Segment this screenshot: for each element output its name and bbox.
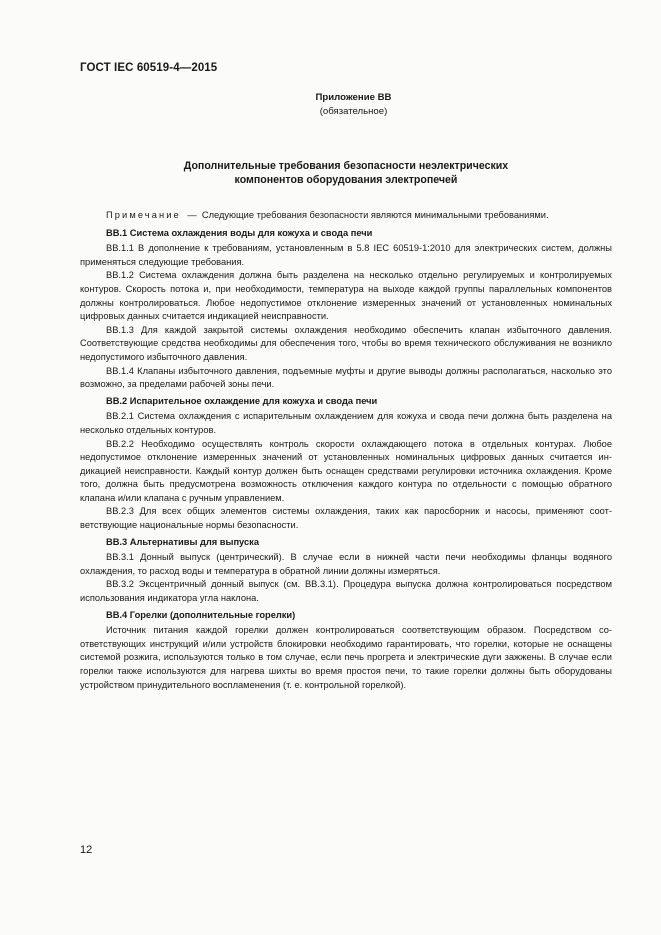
- paragraph-bb2-3: ВВ.2.3 Для всех общих элементов системы охлаждения, таких как паросборник и насосы, применяют соответствующие национальные нормы безопасности.: [80, 506, 612, 531]
- section-heading-bb3: ВВ.3 Альтернативы для выпуска: [106, 536, 259, 547]
- page-number: 12: [80, 844, 93, 856]
- note-text: Следующие требования безопасности являются минимальными требованиями.: [201, 210, 549, 220]
- note-dash: —: [187, 210, 197, 220]
- paragraph-bb1-4: ВВ.1.4 Клапаны избыточного давления, подъемные муфты и другие выводы должны располагаться, насколько это возможно, за пределами рабочей зоны печи.: [80, 365, 612, 390]
- annex-title: Приложение ВВ: [315, 92, 392, 103]
- paragraph-bb3-1: ВВ.3.1 Донный выпуск (центрический). В случае если в нижней части печи необходимы фланцы водяного охлаждения, то расход воды и температура в обратной линии должны измеряться.: [80, 552, 612, 576]
- title-line-1: Дополнительные требования безопасности неэлектрических: [183, 160, 509, 172]
- paragraph-bb3-2: ВВ.3.2 Эксцентричный донный выпуск (см. ВВ.3.1). Процедура выпуска должна контролироваться посредством использования индикатора угла наклона.: [80, 579, 612, 604]
- paragraph-bb2-1: ВВ.2.1 Система охлаждения с испарительным охлаждением для кожуха и свода печи должна быть разделена на несколько отдельных контуров.: [80, 411, 612, 435]
- section-heading-bb2: ВВ.2 Испарительное охлаждение для кожуха и свода печи: [106, 395, 378, 406]
- annex-main-title: [80, 160, 612, 187]
- section-heading-bb1: ВВ.1 Система охлаждения воды для кожуха и свода печи: [106, 227, 373, 238]
- paragraph-bb4-1: Источник питания каждой горелки должен контролироваться соответствующим образом. Посредством соответствующих инструкций и/или устройств блокировки необходимо гарантировать, что горелки, которые не оснащены системой розжига, используются только в том случае, если печь прогрета и электрические дуги зажжены. В случае если горелки также используются для нагрева шихты во время простоя печи, то такие горелки должны быть оборудованы устройством принудительного воспламенения (т. е. контрольной горелкой).: [80, 625, 612, 690]
- paragraph-bb2-2: ВВ.2.2 Необходимо осуществлять контроль скорости охлаждающего потока в отдельных контурах. Любое недопустимое отклонение измеренных значений от установленных номинальных цифровых данных считается индикацией неисправности. Каждый контур должен быть оснащен средствами регулировки источника охлаждения. Кроме того, должна быть предусмотрена возможность отключения каждого контура по отдельности с помощью обратного клапана и/или клапана с ручным управлением.: [80, 438, 612, 503]
- paragraph-bb1-1: ВВ.1.1 В дополнение к требованиям, установленным в 5.8 IEC 60519-1:2010 для электрических систем, должны применяться следующие требования.: [80, 243, 612, 267]
- document-body: [80, 209, 612, 692]
- title-line-2: компонентов оборудования электропечей: [234, 173, 458, 186]
- paragraph-bb1-3: ВВ.1.3 Для каждой закрытой системы охлаждения необходимо обеспечить клапан избыточного давления. Соответствующие средства необходимы для обеспечения того, чтобы во время технического обслуживания не возникло недопустимого избыточного давления.: [80, 324, 612, 362]
- annex-status: (обязательное): [319, 106, 388, 117]
- note-paragraph: [80, 209, 612, 223]
- note-label: Примечание: [106, 210, 181, 220]
- paragraph-bb1-2: ВВ.1.2 Система охлаждения должна быть разделена на несколько отдельно регулируемых и контролируемых контуров. Скорость потока и, при необходимости, температура на выходе каждой группы параллельных компонентов должны контролироваться. Любое недопустимое отклонение измеренных значений от установленных номинальных цифровых данных считается индикацией неисправности.: [80, 270, 612, 322]
- document-header: ГОСТ IEC 60519-4—2015: [80, 62, 218, 74]
- section-heading-bb4: ВВ.4 Горелки (дополнительные горелки): [106, 609, 296, 620]
